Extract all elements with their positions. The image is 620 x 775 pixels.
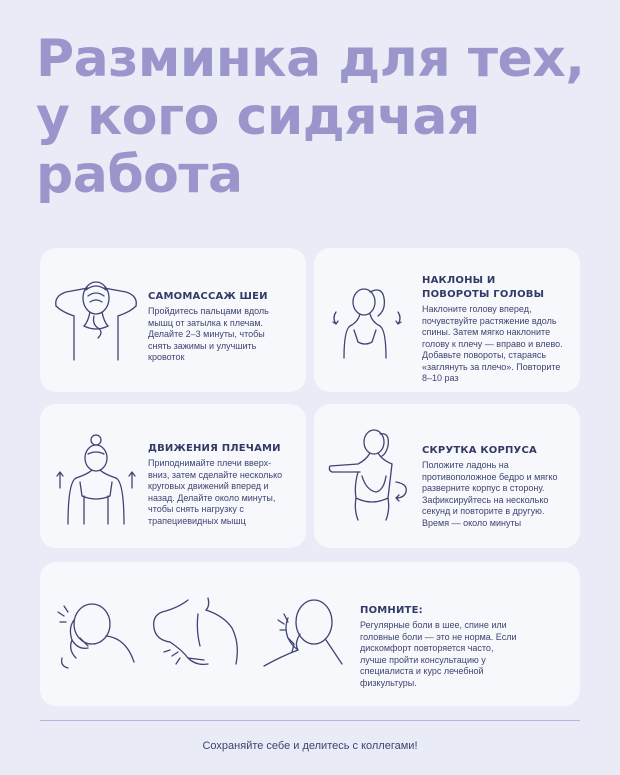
head-turns-illustration: [328, 282, 406, 366]
shoulders-illustration: [54, 430, 138, 530]
head-turns-heading-1: НАКЛОНЫ И: [422, 275, 496, 286]
head-turns-text: Наклоните голову вперед, почувствуйте растяжение вдоль спины. Затем мягко наклоните голову к плечу — вправо и влево. Добавьте повороты, стараясь «заглянуть за плечо». Повторите 8–10 раз: [422, 304, 563, 383]
footer-divider: [40, 720, 580, 721]
neck-massage-illustration: [48, 276, 144, 368]
remember-heading: ПОМНИТЕ:: [360, 605, 423, 616]
title-line-2: у кого сидячая: [36, 87, 480, 147]
twist-heading: СКРУТКА КОРПУСА: [422, 445, 537, 456]
back-pain-illustration: [148, 594, 248, 674]
neck-massage-text: Пройдитесь пальцами вдоль мышц от затылка к плечам. Делайте 2–3 минуты, чтобы снять зажимы и улучшить кровоток: [148, 306, 269, 362]
twist-illustration: [326, 426, 418, 526]
card-twist: [314, 404, 580, 548]
shoulders-text: Приподнимайте плечи вверх-вниз, затем сделайте несколько круговых движений вперед и назад. Делайте около минуты, чтобы снять нагрузку с трапециевидных мышц: [148, 458, 283, 526]
remember-text: Регулярные боли в шее, спине или головные боли — это не норма. Если дискомфорт повторяется часто, лучше пройти консультацию у специалиста и курс лечебной физкультуры.: [360, 620, 517, 688]
footer-text: Сохраняйте себе и делитесь с коллегами!: [202, 740, 418, 752]
twist-text: Положите ладонь на противоположное бедро и мягко разверните корпус в сторону. Зафиксируйтесь на несколько секунд и повторите в другую. Время — около минуты: [422, 460, 558, 528]
neck-massage-heading: САМОМАССАЖ ШЕИ: [148, 291, 268, 302]
neck-pain-illustration: [258, 594, 348, 674]
shoulders-heading: ДВИЖЕНИЯ ПЛЕЧАМИ: [148, 443, 281, 454]
page-title: [36, 30, 596, 204]
title-line-1: Разминка для тех,: [36, 29, 585, 89]
card-neck-massage: [40, 248, 306, 392]
headache-illustration: [54, 598, 140, 670]
title-line-3: работа: [36, 145, 243, 205]
card-shoulders: [40, 404, 306, 548]
card-remember: [40, 562, 580, 706]
head-turns-heading-2: ПОВОРОТЫ ГОЛОВЫ: [422, 289, 545, 300]
card-head-turns: [314, 248, 580, 392]
